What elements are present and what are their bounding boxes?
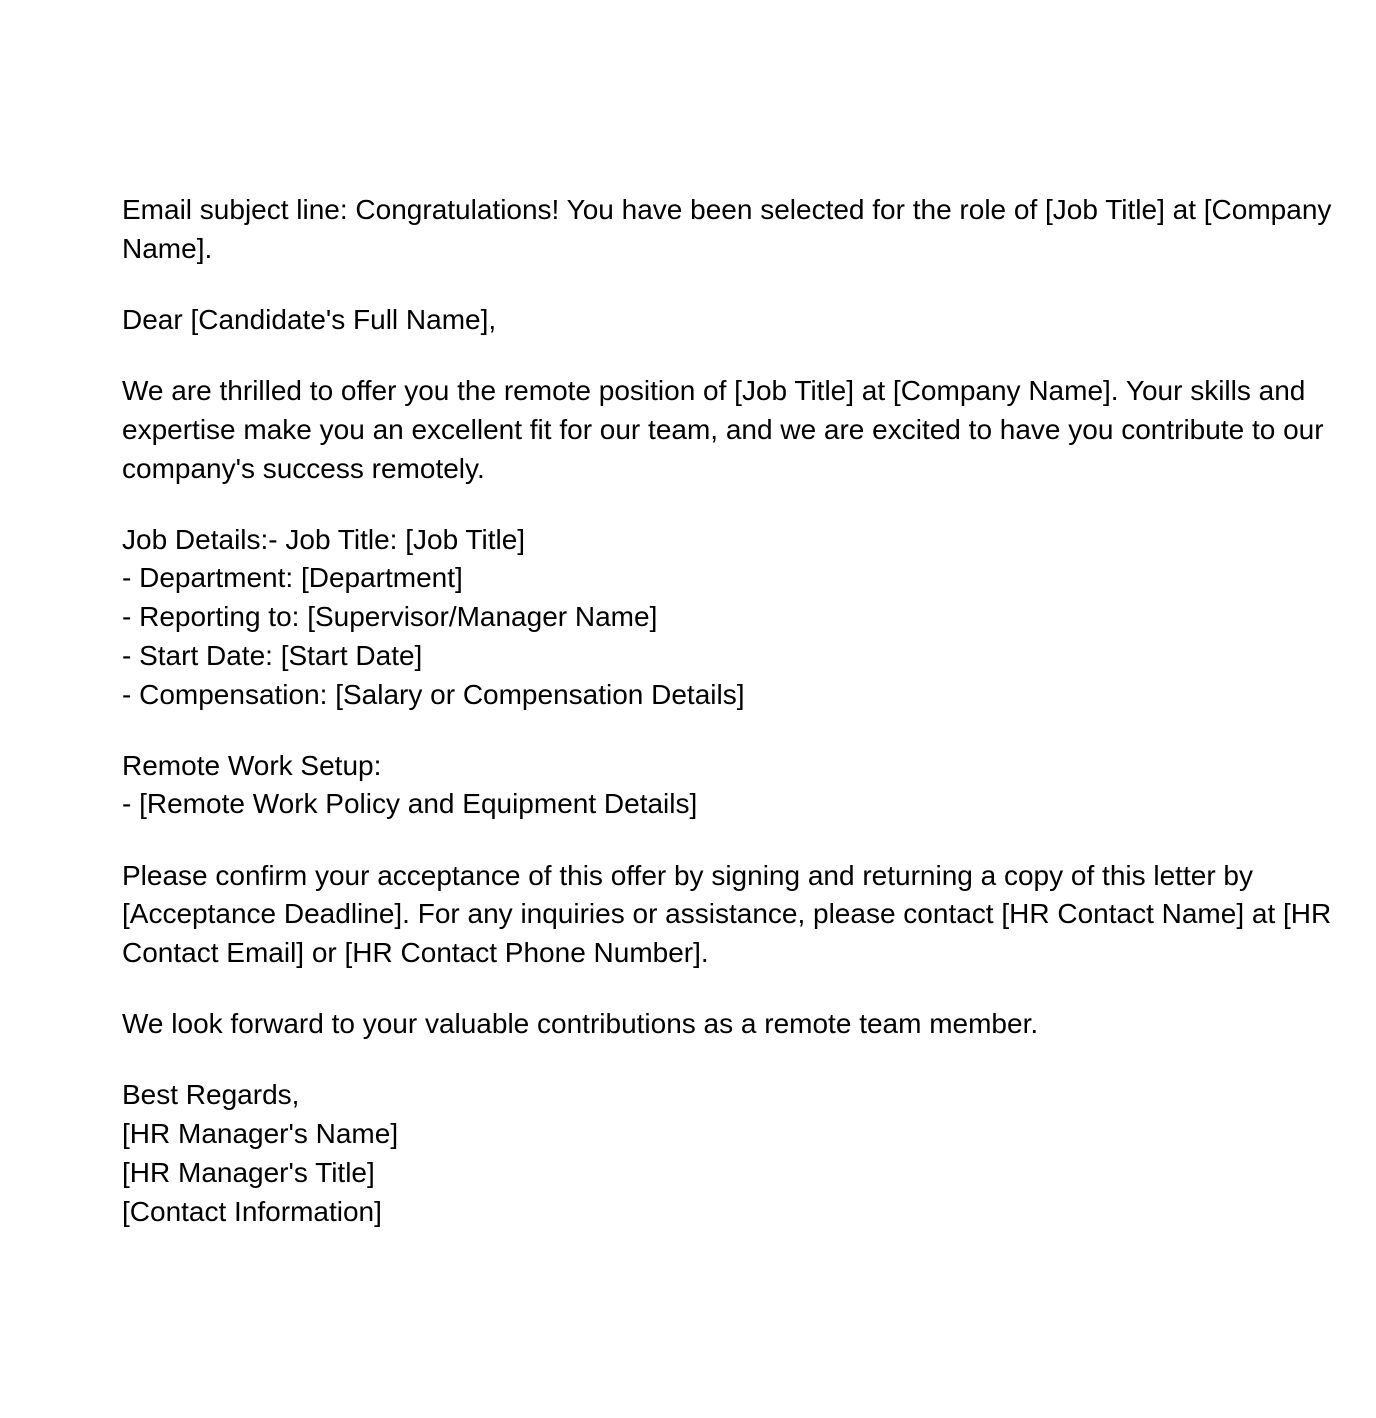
job-details-line: - Start Date: [Start Date] [122, 639, 423, 671]
job-details-line: - Department: [Department] [122, 562, 463, 594]
signature-line: Best Regards, [122, 1079, 300, 1111]
remote-work-setup-section [122, 747, 1368, 824]
email-subject-line: Email subject line: Congratulations! You have been selected for the role of [Job Title] at [Company Name]. [122, 194, 1332, 264]
job-details-line: - Compensation: [Salary or Compensation Details] [122, 678, 745, 710]
signature-line: [HR Manager's Name] [122, 1118, 399, 1150]
closing-line: We look forward to your valuable contributions as a remote team member. [122, 1008, 1039, 1040]
signature-line: [HR Manager's Title] [122, 1156, 375, 1188]
greeting: Dear [Candidate's Full Name], [122, 303, 497, 335]
offer-letter-document [122, 191, 1368, 1264]
acceptance-paragraph: Please confirm your acceptance of this offer by signing and returning a copy of this letter by [Acceptance Deadline]. For any inquiries or assistance, please contact [HR Contact Name] at [HR Contact Email] or [HR Contact Phone Number]. [122, 859, 1332, 969]
remote-setup-line: - [Remote Work Policy and Equipment Details] [122, 788, 698, 820]
signature-line: [Contact Information] [122, 1195, 382, 1227]
job-details-line: - Reporting to: [Supervisor/Manager Name] [122, 601, 658, 633]
signature-block [122, 1076, 1368, 1231]
job-details-line: Job Details:- Job Title: [Job Title] [122, 523, 526, 555]
remote-setup-line: Remote Work Setup: [122, 749, 382, 781]
job-details-section [122, 521, 1368, 715]
intro-paragraph: We are thrilled to offer you the remote position of [Job Title] at [Company Name]. Your skills and expertise make you an excellent fit for our team, and we are excited to have you contribute to our company's success remotely. [122, 375, 1324, 484]
